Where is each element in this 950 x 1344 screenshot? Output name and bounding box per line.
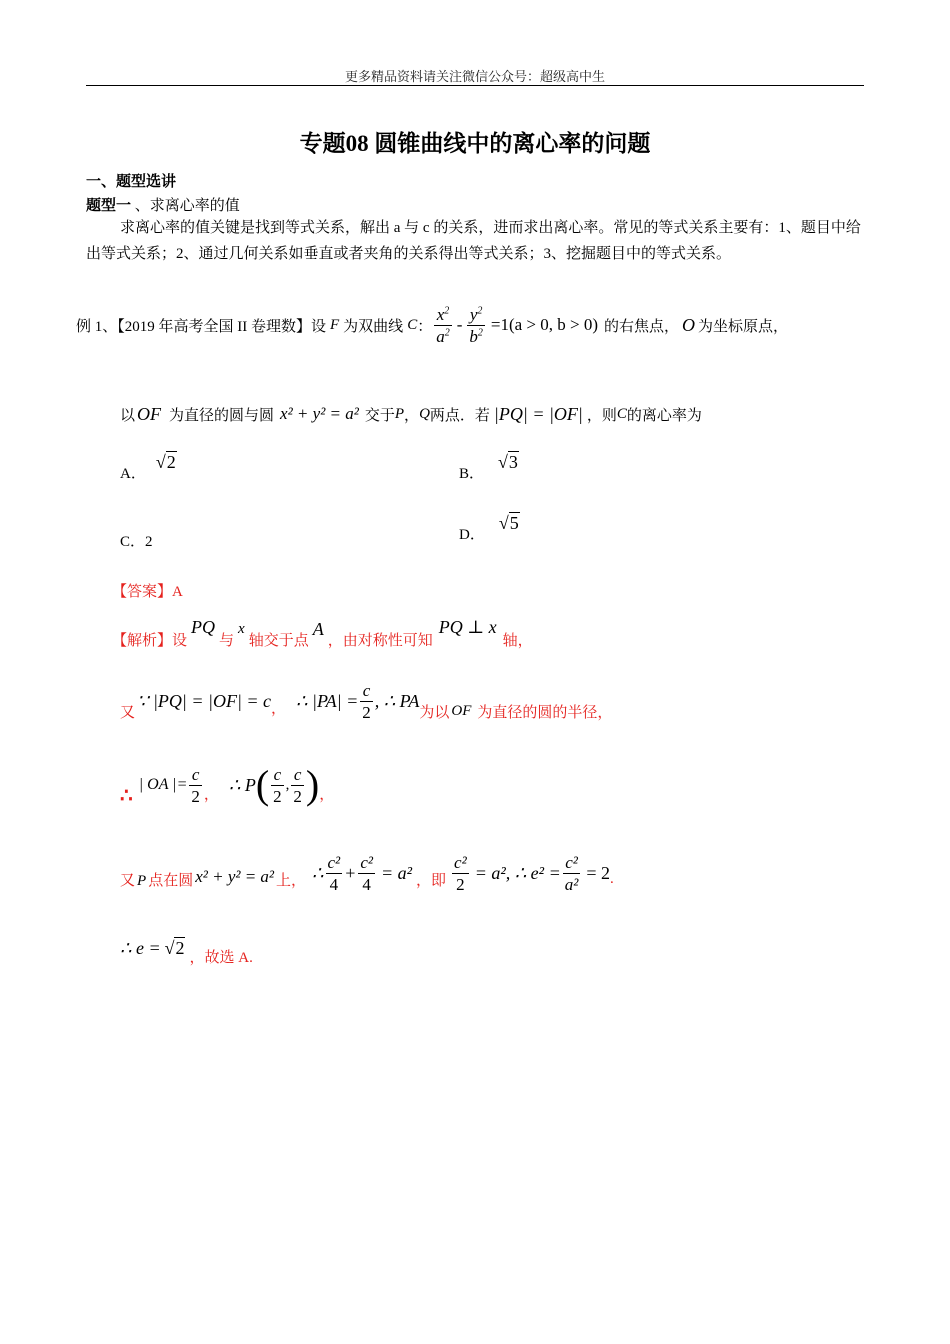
fraction: $\frac{\text{c²}}{\text{a²}}$ [564,852,579,894]
fraction: $\frac{\text{c²}}{2}$ [454,852,467,894]
option-d [459,513,520,544]
circle-equation: x² + y² = a² [280,404,359,423]
type-heading [86,194,240,215]
example-text: 为直径的圆与圆 [169,407,275,424]
analysis-text: 上， [276,872,307,889]
fraction: $\frac{c}{2}$ [362,680,371,722]
frac-y2-b2: $\frac{y^2}{b^2}$ [469,304,483,346]
type-label: 题型一 [86,198,132,214]
header-rule [86,85,864,86]
var-P: P [394,405,405,422]
analysis-text: 又 [120,704,136,721]
example-text: 的离心率为 [626,407,702,424]
analysis-text: 轴， [502,633,533,649]
period: . [609,870,614,887]
fraction: $\frac{\text{c²}}{4}$ [327,852,341,894]
equation: ∴ P [228,774,256,795]
equation-tail: =1(a > 0, b > 0) [490,315,599,334]
equation: ∴ |PA| = [296,690,359,711]
therefore-symbol: ∴ [312,862,324,883]
var-C: C [407,316,418,333]
var-OF: OF [451,702,472,719]
example-lead: 例 1、【2019 年高考全国 II 卷理数】设 [76,318,326,335]
analysis-text: ， [271,700,287,717]
analysis-text: ，由对称性可知 [327,633,433,649]
intro-paragraph: 求离心率的值关键是找到等式关系，解出 a 与 c 的关系，进而求出离心率。常见的等式关系主要有：1、题目中给出等式关系；2、通过几何关系如垂直或者夹角的关系得出等式关系；3、挖掘题目中的等式关系。 [86,220,861,262]
var-OF: OF [137,403,162,424]
example-line-2 [120,396,702,432]
analysis-text: ，即 [416,872,447,889]
equation: = 2 [586,862,610,883]
answer-label: 【答案】 [112,584,173,600]
example-text: 交于 [364,407,395,424]
analysis-line-2 [120,676,612,726]
example-text: 为双曲线 [343,318,404,335]
sqrt-symbol: √3 [498,452,518,472]
analysis-text: 为以 [419,704,450,721]
analysis-line-1 [112,610,533,650]
analysis-line-5 [120,930,253,966]
comma: ， [404,407,420,424]
var-C: C [616,405,627,422]
type-text: 、求离心率的值 [131,198,240,214]
sqrt-symbol: √2 [164,937,185,958]
option-label: A． [120,466,146,482]
example-text: 以 [120,407,136,424]
var-F: F [330,316,340,333]
therefore-symbol: ∴ [120,784,133,807]
sqrt-symbol: √2 [155,452,176,472]
comma: , [285,776,290,793]
analysis-line-4 [120,846,614,900]
condition-equation: |PQ| = |OF| [493,403,583,424]
fraction: $\frac{c}{2}$ [293,764,302,806]
section-heading: 一、题型选讲 [86,174,177,190]
equation: ∵ |PQ| = |OF| = c [137,690,272,711]
equation: ∴ e = [120,937,161,958]
analysis-text: 点在圆 [148,872,194,889]
analysis-text: ， [319,786,335,803]
var-PQ: PQ [191,617,216,637]
answer [112,580,183,601]
analysis-text: 又 [120,872,136,889]
plus-sign: + [344,862,357,883]
analysis-text: 与 [219,633,235,649]
var-O: O [682,314,696,335]
option-c [120,530,153,551]
analysis-line-3 [120,758,334,812]
fraction: $\frac{c}{2}$ [273,764,282,806]
analysis-text: 轴交于点 [248,633,309,649]
example-text: 为坐标原点， [698,318,789,335]
equation: | OA |= [138,776,188,793]
option-label: D． [459,527,485,543]
var-A: A [312,619,324,639]
equation: , ∴ PA [374,690,420,711]
analysis-text: ， [203,786,219,803]
example-text: 的右焦点， [604,318,680,335]
perpendicular-relation: PQ ⊥ x [438,617,497,637]
right-paren: ) [305,762,320,807]
answer-value: A [172,584,183,600]
fraction: $\frac{\text{c²}}{4}$ [360,852,373,894]
colon: ： [417,318,433,335]
example-text: ，则 [586,407,617,424]
example-text: 两点．若 [429,407,490,424]
analysis-text: 为直径的圆的半径， [477,704,613,721]
var-Q: Q [419,405,430,422]
option-value: 2 [145,534,153,550]
option-b [459,452,519,483]
page-title: 专题08 圆锥曲线中的离心率的问题 [299,131,651,156]
sqrt-symbol: √5 [498,513,519,533]
page-header: 更多精品资料请关注微信公众号：超级高中生 [344,69,605,84]
option-label: B． [459,466,485,482]
frac-x2-a2: $\frac{x^2}{a^2}$ [436,304,450,346]
analysis-text: 设 [172,633,188,649]
equation: = a² [380,862,413,883]
analysis-label: 【解析】 [112,633,173,649]
minus-sign: - [456,315,463,334]
example-line-1 [76,300,788,350]
left-paren: ( [255,762,270,807]
equation: = a², ∴ e² = [474,862,561,883]
option-label: C． [120,534,146,550]
fraction: $\frac{c}{2}$ [191,764,200,806]
circle-equation: x² + y² = a² [195,867,275,886]
option-a [120,452,177,483]
var-P: P [137,872,147,889]
var-x: x [238,621,245,637]
analysis-text: ，故选 A. [189,949,253,966]
